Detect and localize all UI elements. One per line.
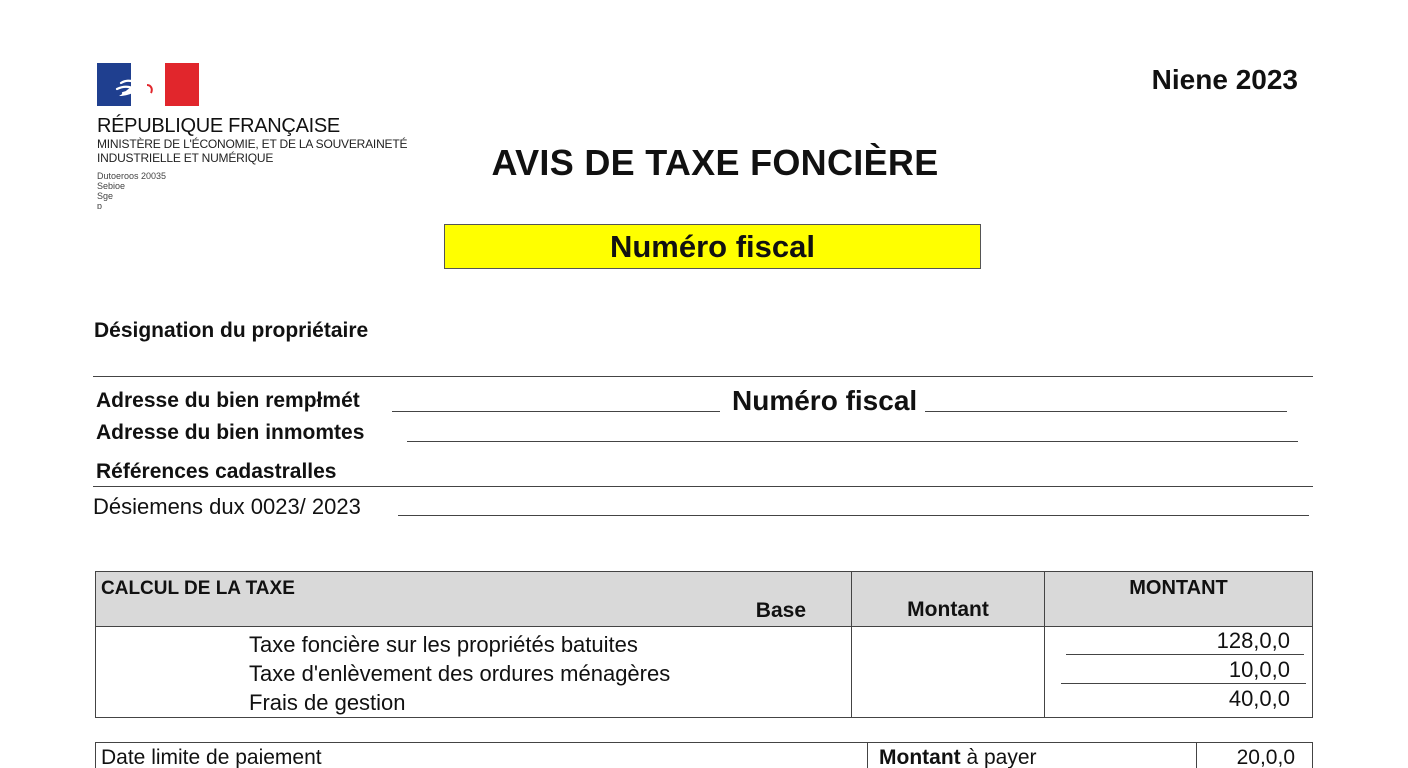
amount-underline — [1061, 683, 1306, 684]
tax-item-label: Taxe d'enlèvement des ordures ménagères — [249, 661, 671, 686]
republique-label: RÉPUBLIQUE FRANÇAISE — [97, 115, 340, 137]
amount-underline — [1066, 654, 1304, 655]
montant-caps-column-header: MONTANT — [1045, 572, 1313, 627]
payment-table — [95, 742, 1313, 768]
calc-header-label: CALCUL DE LA TAXE — [101, 578, 295, 599]
marianne-logo-icon — [97, 63, 199, 106]
fiscal-number-box: Numéro fiscal — [444, 224, 981, 269]
adresse-line-1 — [392, 411, 720, 412]
payment-amount-label-rest: à payer — [960, 746, 1037, 768]
base-column-header: Base — [755, 599, 806, 622]
small-print-line: Dutoeroos 20035 — [97, 171, 167, 181]
references-line — [93, 486, 1313, 487]
amounts-cell — [1045, 627, 1313, 718]
references-label: Références cadastralles — [96, 460, 337, 483]
payment-amount-label — [868, 743, 1197, 768]
montant-column-header: Montant — [852, 572, 1045, 627]
payment-amount-label-bold: Montant — [879, 746, 961, 768]
tax-item-label: Taxe foncière sur les propriétés batuites — [249, 632, 638, 657]
document-title: AVIS DE TAXE FONCIÈRE — [491, 142, 939, 183]
table-row — [96, 627, 1313, 718]
logo-block — [97, 63, 427, 211]
tax-item-label: Frais de gestion — [249, 690, 406, 715]
small-print-line: ɒ — [97, 201, 103, 211]
small-print-line: Sebioe — [97, 181, 126, 191]
table-header-cell — [96, 572, 852, 627]
adresse-label-1: Adresse du bien rempłmét — [96, 389, 360, 412]
adresse-label-2: Adresse du bien inmomtes — [96, 421, 365, 444]
ministere-line-2: INDUSTRIELLE ET NUMÉRIQUE — [97, 151, 274, 165]
payment-date-label: Date limite de paiement — [96, 743, 868, 768]
desiemens-label: Désiemens dux 0023/ 2023 — [93, 494, 361, 519]
year-label: Niene 2023 — [1151, 64, 1298, 95]
small-print-line: Sge — [97, 191, 114, 201]
divider — [93, 376, 1313, 377]
tax-item-amount: 40,0,0 — [1228, 686, 1290, 711]
desiemens-line — [398, 515, 1309, 516]
payment-amount-value: 20,0,0 — [1197, 743, 1313, 768]
fiscal-number-line — [925, 411, 1287, 412]
table-header-row — [96, 572, 1313, 627]
tax-item-amount: 10,0,0 — [1228, 657, 1290, 682]
table-row — [96, 743, 1313, 768]
tax-calculation-table — [95, 571, 1313, 718]
montant-cell — [852, 627, 1045, 718]
designation-label: Désignation du propriétaire — [94, 319, 369, 342]
tax-item-amount: 128,0,0 — [1216, 628, 1290, 653]
tax-items-cell — [96, 627, 852, 718]
fiscal-number-label: Numéro fiscal — [732, 385, 918, 416]
adresse-line-2 — [407, 441, 1298, 442]
ministere-line-1: MINISTÈRE DE L'ÉCONOMIE, ET DE LA SOUVERAINETÉ — [97, 137, 408, 151]
